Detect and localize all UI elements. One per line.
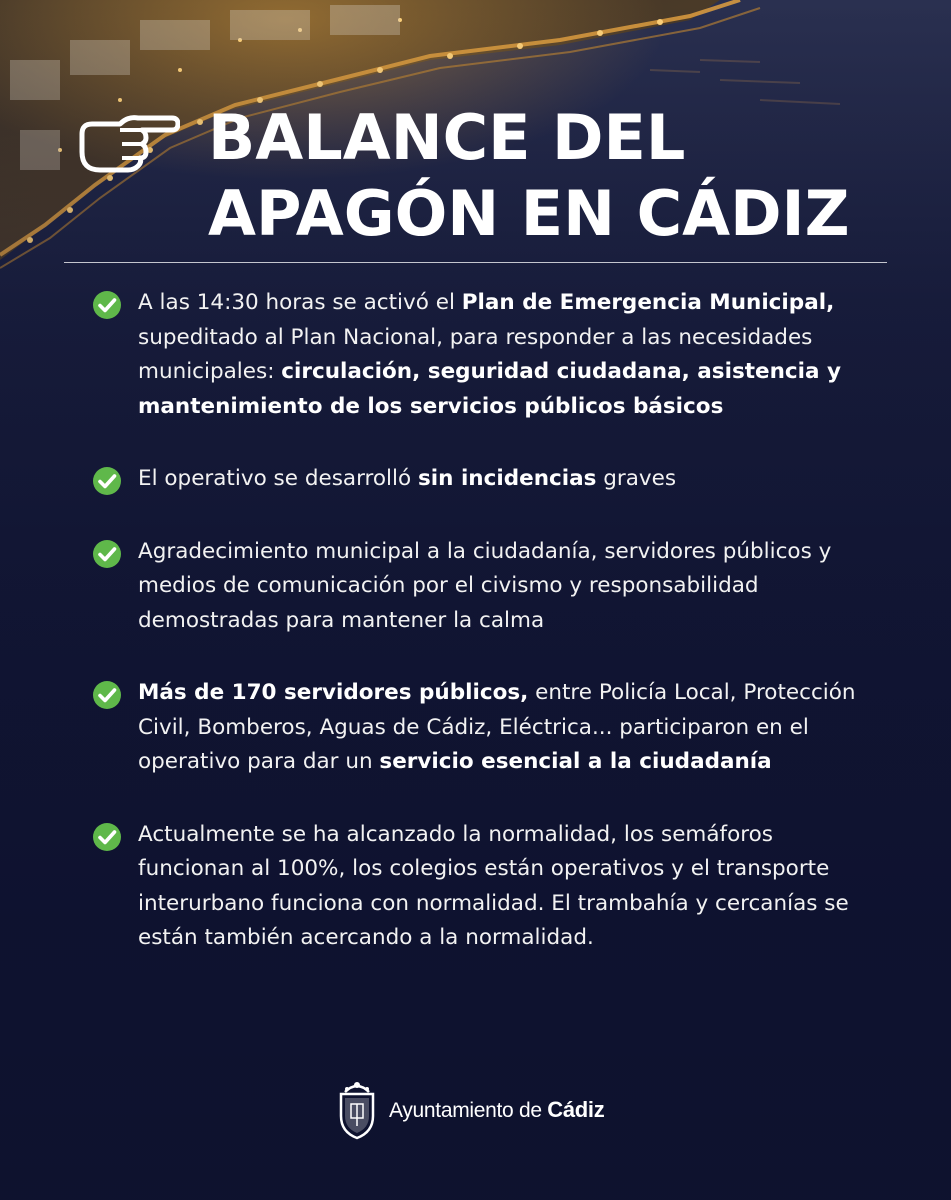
check-circle-icon xyxy=(92,539,122,569)
list-item-text xyxy=(138,680,856,774)
body-text: El operativo se desarrolló xyxy=(138,466,418,491)
check-circle-icon xyxy=(92,290,122,320)
body-text: A las 14:30 horas se activó el xyxy=(138,290,462,315)
list-item-text xyxy=(138,822,849,951)
brand-name: Cádiz xyxy=(547,1097,605,1122)
emphasis-text: servicio esencial a la ciudadanía xyxy=(379,749,772,774)
body-text: entre Policía Local, Protección Civil, Bomberos, Aguas de Cádiz, Eléctrica... participaron en el operativo para dar un xyxy=(138,680,856,774)
pointing-hand-icon xyxy=(76,112,180,174)
brand-text xyxy=(389,1097,604,1123)
check-circle-icon xyxy=(92,680,122,710)
page-title xyxy=(208,100,850,252)
title-line-2: APAGÓN EN CÁDIZ xyxy=(208,177,850,250)
body-text: graves xyxy=(596,466,677,491)
list-item xyxy=(92,676,882,780)
city-crest-logo xyxy=(333,1080,381,1140)
emphasis-text: Más de 170 servidores públicos, xyxy=(138,680,529,705)
title-line-1: BALANCE DEL xyxy=(208,101,686,174)
footer-logo xyxy=(333,1080,604,1140)
list-item-text xyxy=(138,539,831,633)
list-item-text xyxy=(138,466,676,491)
list-item xyxy=(92,286,882,424)
list-item xyxy=(92,535,882,639)
check-circle-icon xyxy=(92,466,122,496)
check-circle-icon xyxy=(92,822,122,852)
body-text: supeditado al Plan Nacional, para responder a las necesidades municipales: xyxy=(138,324,813,384)
balance-list xyxy=(92,286,882,956)
list-item xyxy=(92,462,882,497)
brand-prefix: Ayuntamiento de xyxy=(389,1099,548,1122)
list-item-text xyxy=(138,290,841,419)
list-item xyxy=(92,818,882,956)
body-text: Agradecimiento municipal a la ciudadanía, servidores públicos y medios de comunicación por el civismo y responsabilidad demostradas para mantener la calma xyxy=(138,538,832,633)
emphasis-text: Plan de Emergencia Municipal, xyxy=(461,290,835,315)
title-divider xyxy=(64,262,887,263)
emphasis-text: circulación, seguridad ciudadana, asistencia y mantenimiento de los servicios públicos básicos xyxy=(138,359,842,419)
emphasis-text: sin incidencias xyxy=(417,466,597,491)
body-text: Actualmente se ha alcanzado la normalidad, los semáforos funcionan al 100%, los colegios están operativos y el transporte interurbano funciona con normalidad. El trambahía y cercanías se están también acercando a la normalidad. xyxy=(138,821,849,950)
